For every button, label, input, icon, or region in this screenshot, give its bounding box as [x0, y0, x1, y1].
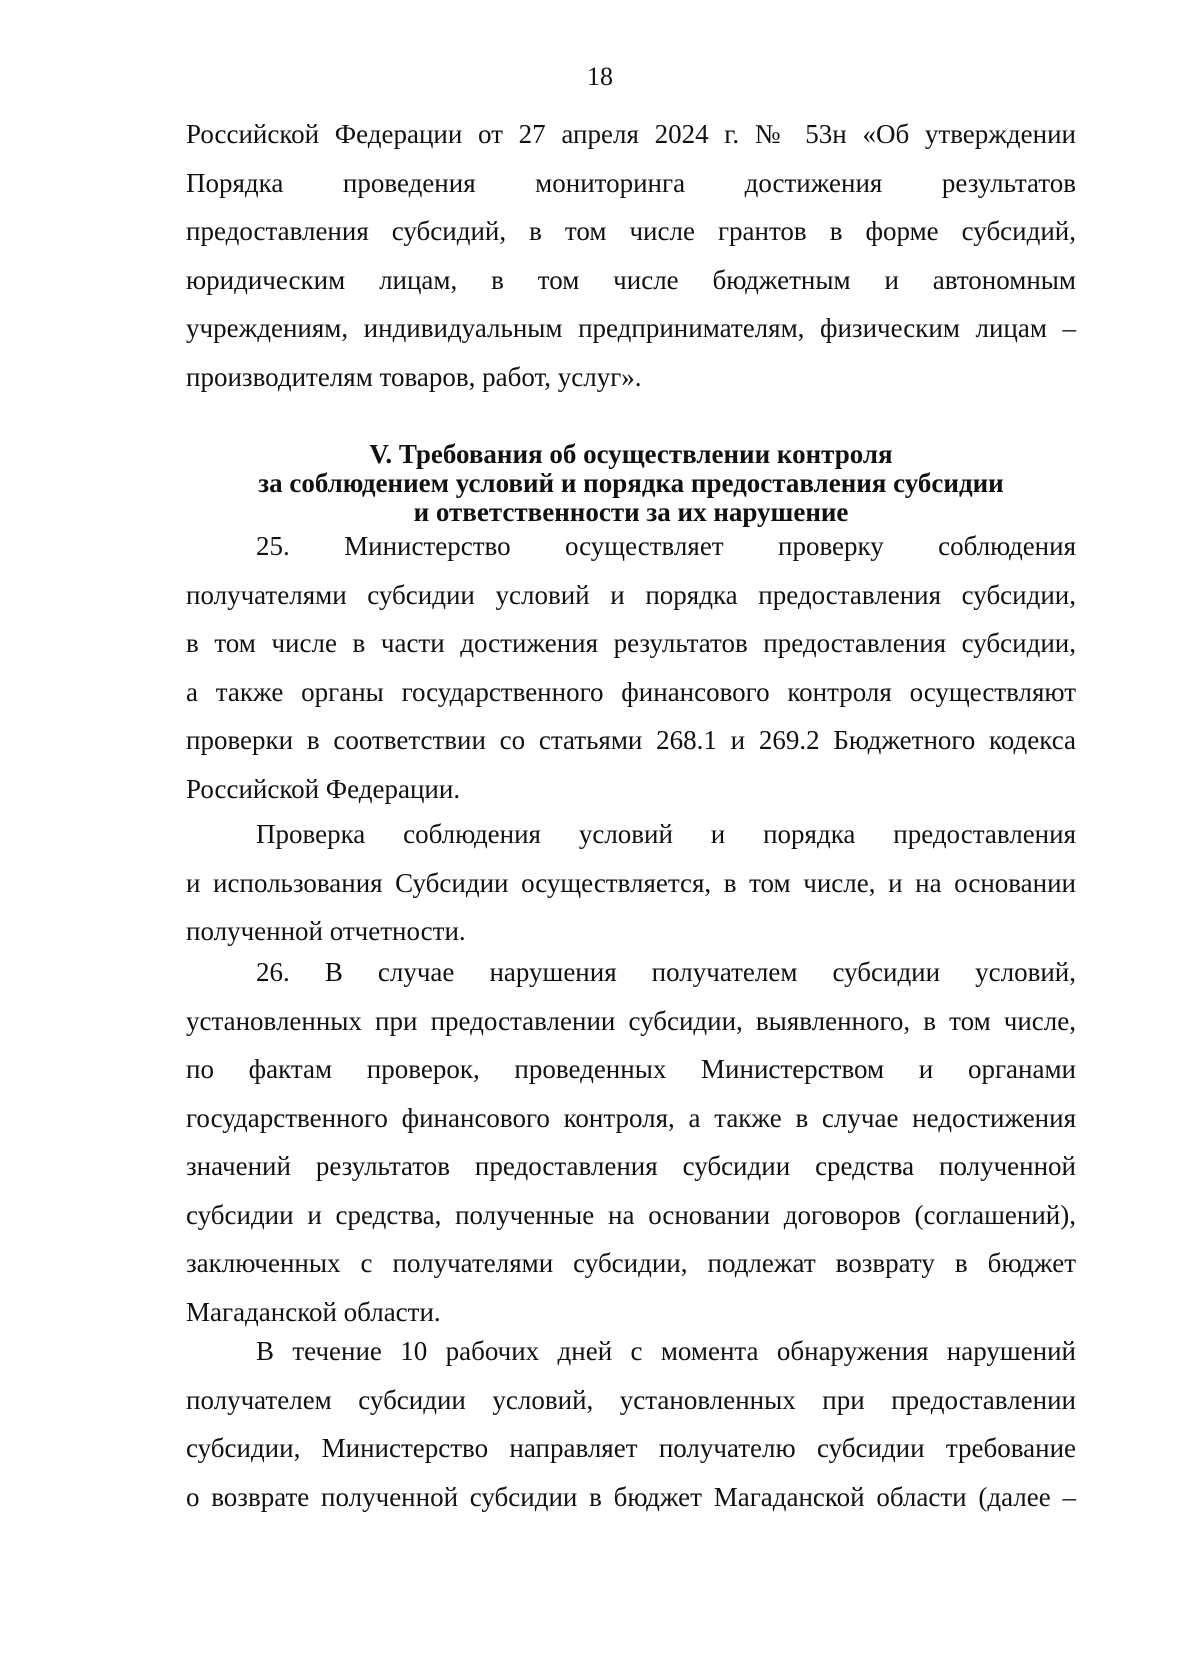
paragraph-line: по фактам проверок, проведенных Министерством и органами: [186, 1054, 1076, 1084]
section-heading-line: за соблюдением условий и порядка предоставления субсидии: [258, 468, 1004, 498]
section-heading-line: и ответственности за их нарушение: [413, 497, 849, 527]
paragraph-line: В течение 10 рабочих дней с момента обнаружения нарушений: [256, 1336, 1076, 1366]
paragraph-line: получателями субсидии условий и порядка предоставления субсидии,: [186, 579, 1076, 610]
section-heading: [186, 440, 1076, 527]
paragraph-line: установленных при предоставлении субсидии, выявленного, в том числе,: [186, 1005, 1076, 1036]
paragraph-line: и использования Субсидии осуществляется, в том числе, и на основании: [186, 867, 1076, 898]
paragraph-line: 25. Министерство осуществляет проверку соблюдения: [256, 531, 1076, 561]
paragraph-line: в том числе в части достижения результатов предоставления субсидии,: [186, 628, 1076, 658]
page-number: 18: [587, 62, 613, 91]
paragraph-line: значений результатов предоставления субсидии средства полученной: [186, 1151, 1076, 1181]
paragraph-line: получателем субсидии условий, установленных при предоставлении: [186, 1384, 1076, 1415]
paragraph-line: Проверка соблюдения условий и порядка предоставления: [256, 819, 1076, 849]
intro-paragraph: [186, 110, 1076, 401]
intro-line: Российской Федерации от 27 апреля 2024 г. № 53н «Об утверждении: [186, 119, 1076, 149]
paragraph-line: проверки в соответствии со статьями 268.1 и 269.2 Бюджетного кодекса: [186, 725, 1076, 755]
paragraph-line: Магаданской области.: [186, 1296, 441, 1327]
intro-line: предоставления субсидий, в том числе грантов в форме субсидий,: [186, 216, 1076, 246]
paragraph-check: [186, 810, 1076, 956]
paragraph-line: государственного финансового контроля, а также в случае недостижения: [186, 1102, 1076, 1133]
paragraph-line: 26. В случае нарушения получателем субсидии условий,: [256, 957, 1076, 987]
paragraph-line: полученной отчетности.: [186, 916, 466, 946]
paragraph-10-days: [186, 1327, 1076, 1521]
paragraph-line: субсидии и средства, полученные на основании договоров (соглашений),: [186, 1199, 1076, 1230]
paragraph-26: [186, 948, 1076, 1336]
paragraph-line: заключенных с получателями субсидии, подлежат возврату в бюджет: [186, 1248, 1076, 1278]
paragraph-25: [186, 522, 1076, 813]
section-heading-line: V. Требования об осуществлении контроля: [369, 439, 893, 469]
intro-line: производителям товаров, работ, услуг».: [186, 361, 642, 392]
paragraph-line: субсидии, Министерство направляет получателю субсидии требование: [186, 1433, 1076, 1463]
intro-line: Порядка проведения мониторинга достижения результатов: [186, 167, 1076, 198]
paragraph-line: а также органы государственного финансового контроля осуществляют: [186, 676, 1076, 707]
paragraph-line: о возврате полученной субсидии в бюджет Магаданской области (далее –: [186, 1481, 1076, 1512]
intro-line: юридическим лицам, в том числе бюджетным и автономным: [186, 264, 1076, 295]
paragraph-line: Российской Федерации.: [186, 773, 461, 804]
intro-line: учреждениям, индивидуальным предпринимателям, физическим лицам –: [186, 313, 1076, 343]
